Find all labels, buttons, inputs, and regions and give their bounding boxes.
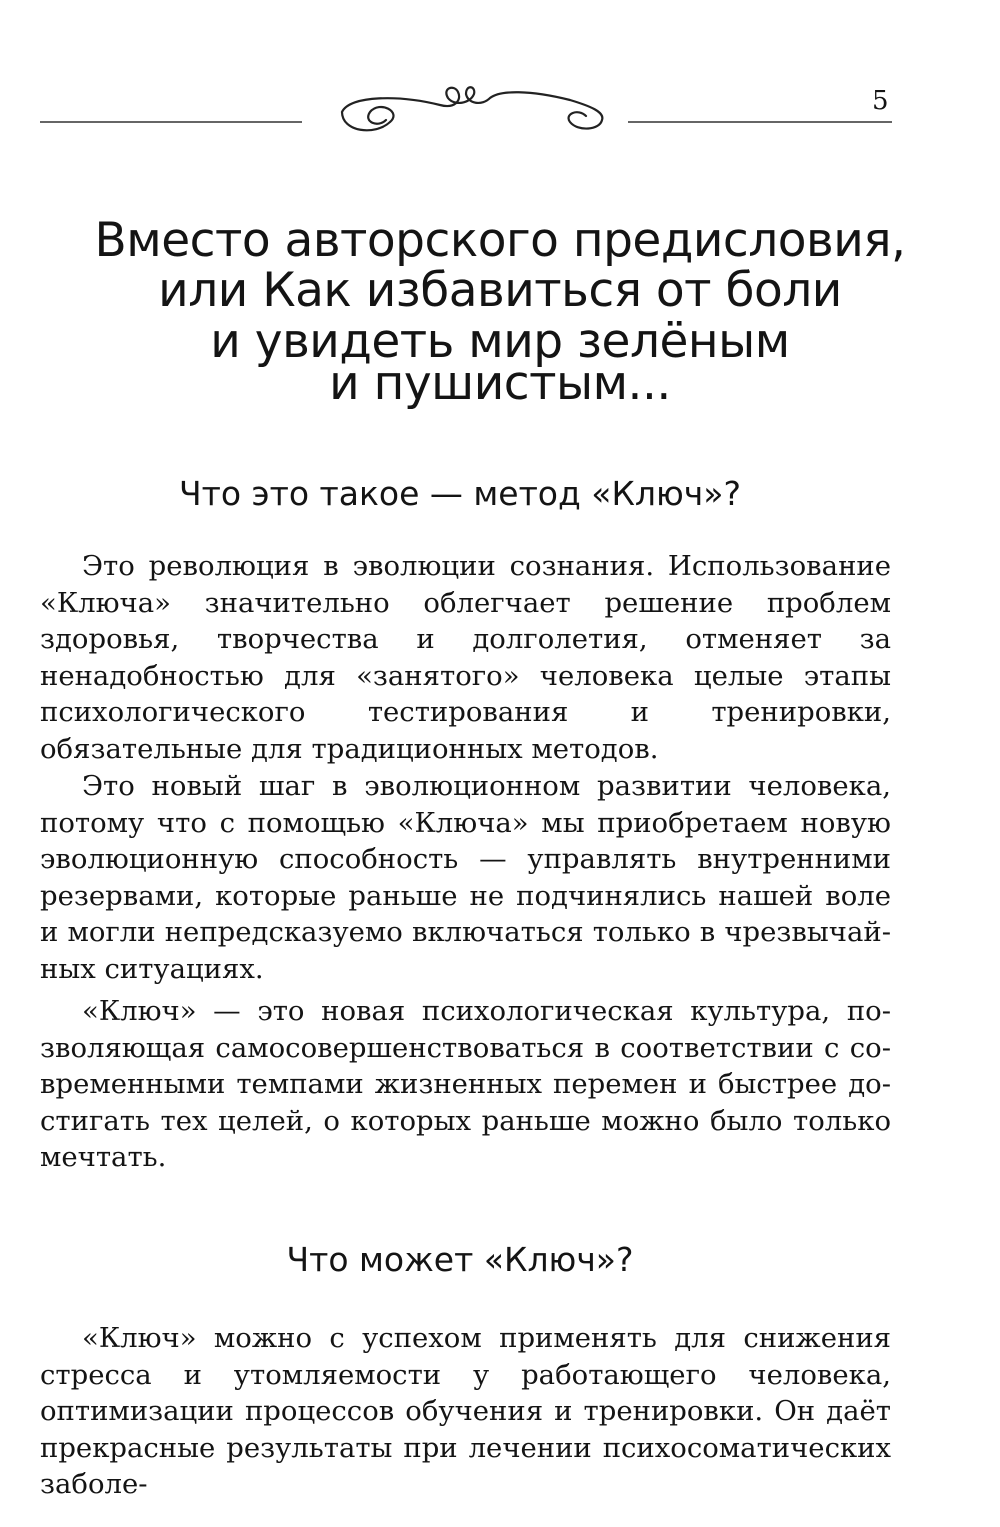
- section-heading-what-is-key: Что это такое — метод «Ключ»?: [179, 474, 741, 513]
- header-ornament: [30, 70, 930, 150]
- page-number: 5: [872, 86, 889, 116]
- chapter-title-line-3: и увидеть мир зелёным: [210, 314, 790, 369]
- chapter-title-line-4: и пушистым...: [329, 356, 671, 411]
- body-paragraph: Это революция в эволюции сознания. Использование «Ключа» значительно облегчает решение проблем здоровья, творчества и долголетия, отменяет за ненадобностью для «занятого» человека целые этапы психологического тестирования и тренировки, обязательные для традиционных методов.: [40, 550, 891, 765]
- body-paragraph: «Ключ» можно с успехом применять для снижения стресса и утомляемости у работающего человека, оптимизации процессов обучения и тренировки. Он даёт прекрасные результаты при лечении психосоматических заболе-: [40, 1322, 891, 1500]
- chapter-title-line-2: или Как избавиться от боли: [158, 263, 842, 318]
- body-paragraph: Это новый шаг в эволюционном развитии человека, потому что с помощью «Ключа» мы приобретаем новую эволюционную способность — управлять внутренними резервами, которые раньше не подчинялись нашей воле и могли непредсказуемо включаться только в чрезвычайных ситуациях.: [40, 770, 891, 985]
- chapter-title-line-1: Вместо авторского предисловия,: [94, 213, 906, 268]
- body-paragraph: «Ключ» — это новая психологическая культура, позволяющая самосовершенствоваться в соответствии с современными темпами жизненных перемен и быстрее достигать тех целей, о которых раньше можно было только мечтать.: [40, 995, 891, 1173]
- ornament-flourish: [342, 87, 602, 130]
- section-heading-what-key-can-do: Что может «Ключ»?: [286, 1240, 634, 1279]
